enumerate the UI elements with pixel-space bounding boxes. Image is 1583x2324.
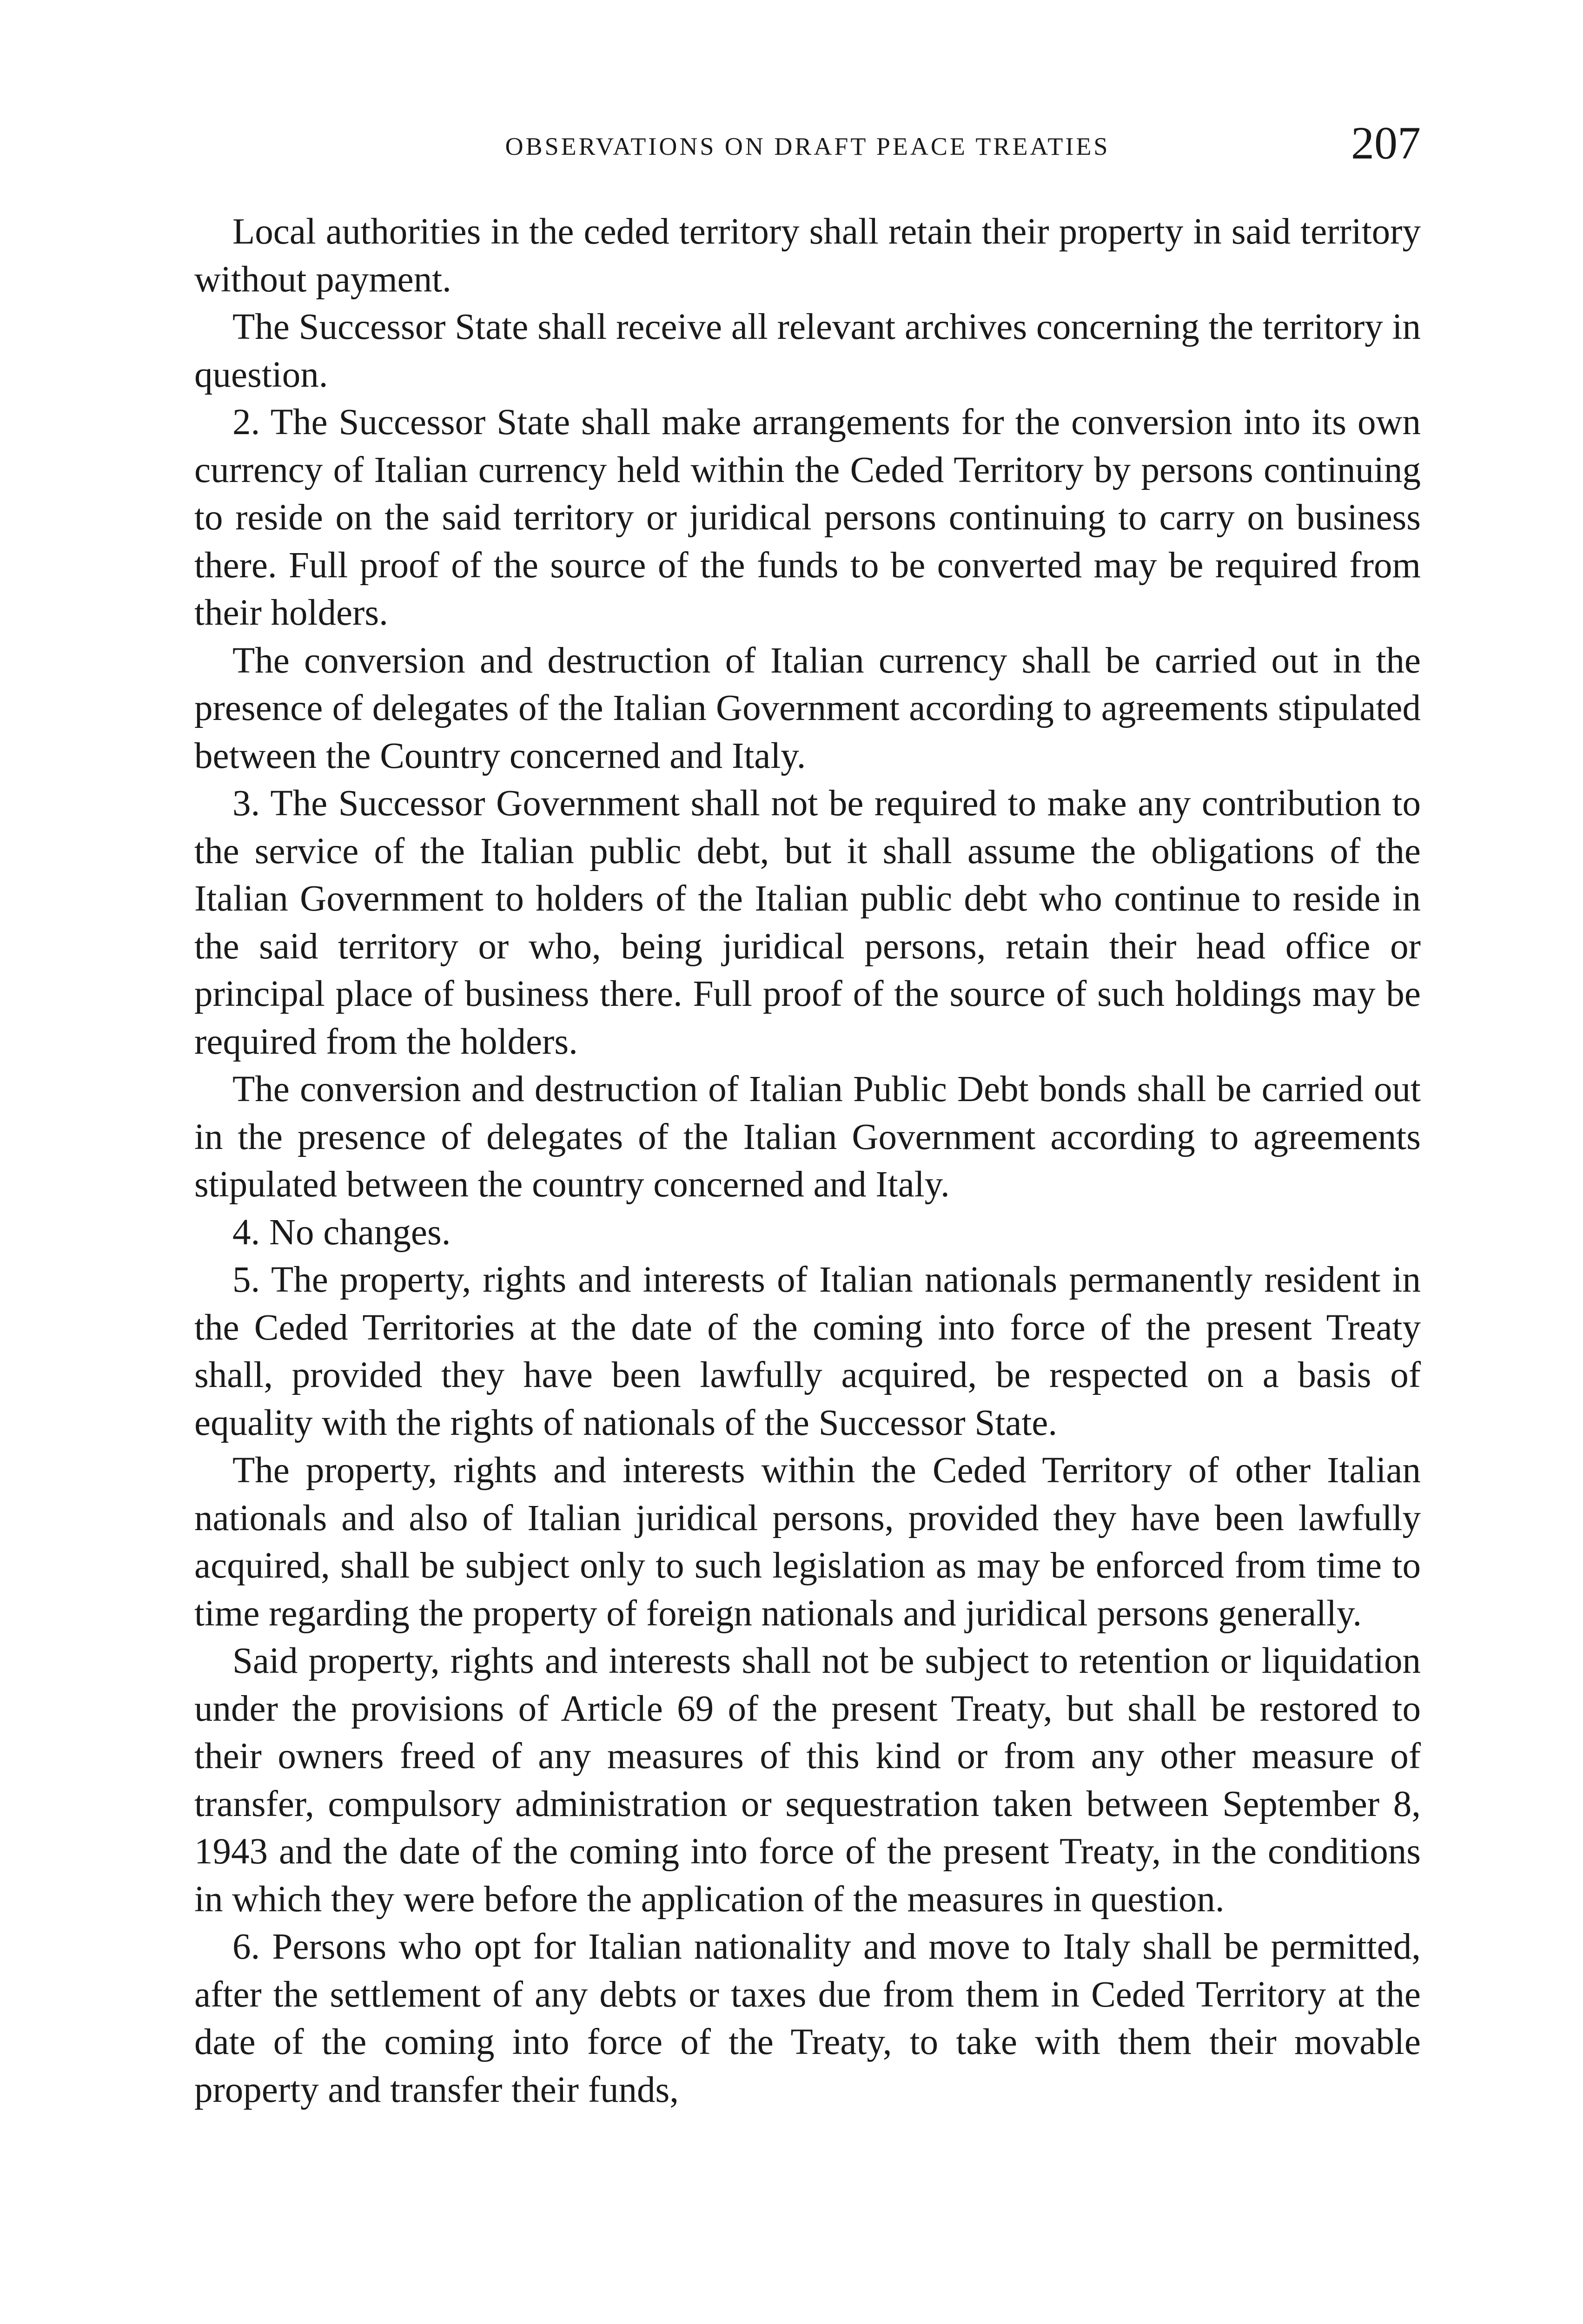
- paragraph-item-4-no-changes: 4. No changes.: [232, 1212, 451, 1253]
- paragraph-retention-liquidation: Said property, rights and interests shall not be subject to retention or liquidation under the provisions of Article 69 of the present Treaty, but shall be restored to their owners freed of any measures of this kind or from any other measure of transfer, compulsory administration or sequestration taken between September 8, 1943 and the date of the coming into force of the present Treaty, in the conditions in which they were before the application of the measures in question.: [194, 1641, 1421, 1920]
- paragraph-currency-destruction: The conversion and destruction of Italian currency shall be carried out in the presence of delegates of the Italian Government according to agreements stipulated between the Country concerned and Italy.: [194, 640, 1421, 776]
- paragraph-debt-bonds-destruction: The conversion and destruction of Italian Public Debt bonds shall be carried out in the presence of delegates of the Italian Government according to agreements stipulated between the country concerned and Italy.: [194, 1069, 1421, 1205]
- page-number: 207: [1351, 117, 1421, 169]
- running-head: [194, 115, 1421, 171]
- paragraph-item-6-opt-nationality: 6. Persons who opt for Italian nationality and move to Italy shall be permitted, after the settlement of any debts or taxes due from them in Ceded Territory at the date of the coming into force of the Treaty, to take with them their movable property and transfer their funds,: [194, 1927, 1421, 2110]
- paragraph-item-3-public-debt: 3. The Successor Government shall not be required to make any contribution to the service of the Italian public debt, but it shall assume the obligations of the Italian Government to holders of the Italian public debt who continue to reside in the said territory or who, being juridical persons, retain their head office or principal place of business there. Full proof of the source of such holdings may be required from the holders.: [194, 783, 1421, 1062]
- paragraph-other-nationals-property: The property, rights and interests within the Ceded Territory of other Italian nationals and also of Italian juridical persons, provided they have been lawfully acquired, shall be subject only to such legislation as may be enforced from time to time regarding the property of foreign nationals and juridical persons generally.: [194, 1450, 1421, 1634]
- paragraph-local-authorities: Local authorities in the ceded territory shall retain their property in said territory without payment.: [194, 211, 1421, 300]
- document-page: [194, 115, 1421, 2114]
- paragraph-item-5-property-rights: 5. The property, rights and interests of Italian nationals permanently resident in the Ceded Territories at the date of the coming into force of the present Treaty shall, provided they have been lawfully acquired, be respected on a basis of equality with the rights of nationals of the Successor State.: [194, 1260, 1421, 1443]
- header-title: OBSERVATIONS ON DRAFT PEACE TREATIES: [505, 132, 1110, 160]
- paragraph-item-2-currency-conversion: 2. The Successor State shall make arrangements for the conversion into its own currency of Italian currency held within the Ceded Territory by persons continuing to reside on the said territory or juridical persons continuing to carry on business there. Full proof of the source of the funds to be converted may be required from their holders.: [194, 402, 1421, 633]
- paragraph-archives: The Successor State shall receive all relevant archives concerning the territory in question.: [194, 307, 1421, 395]
- body-text: [194, 208, 1421, 2114]
